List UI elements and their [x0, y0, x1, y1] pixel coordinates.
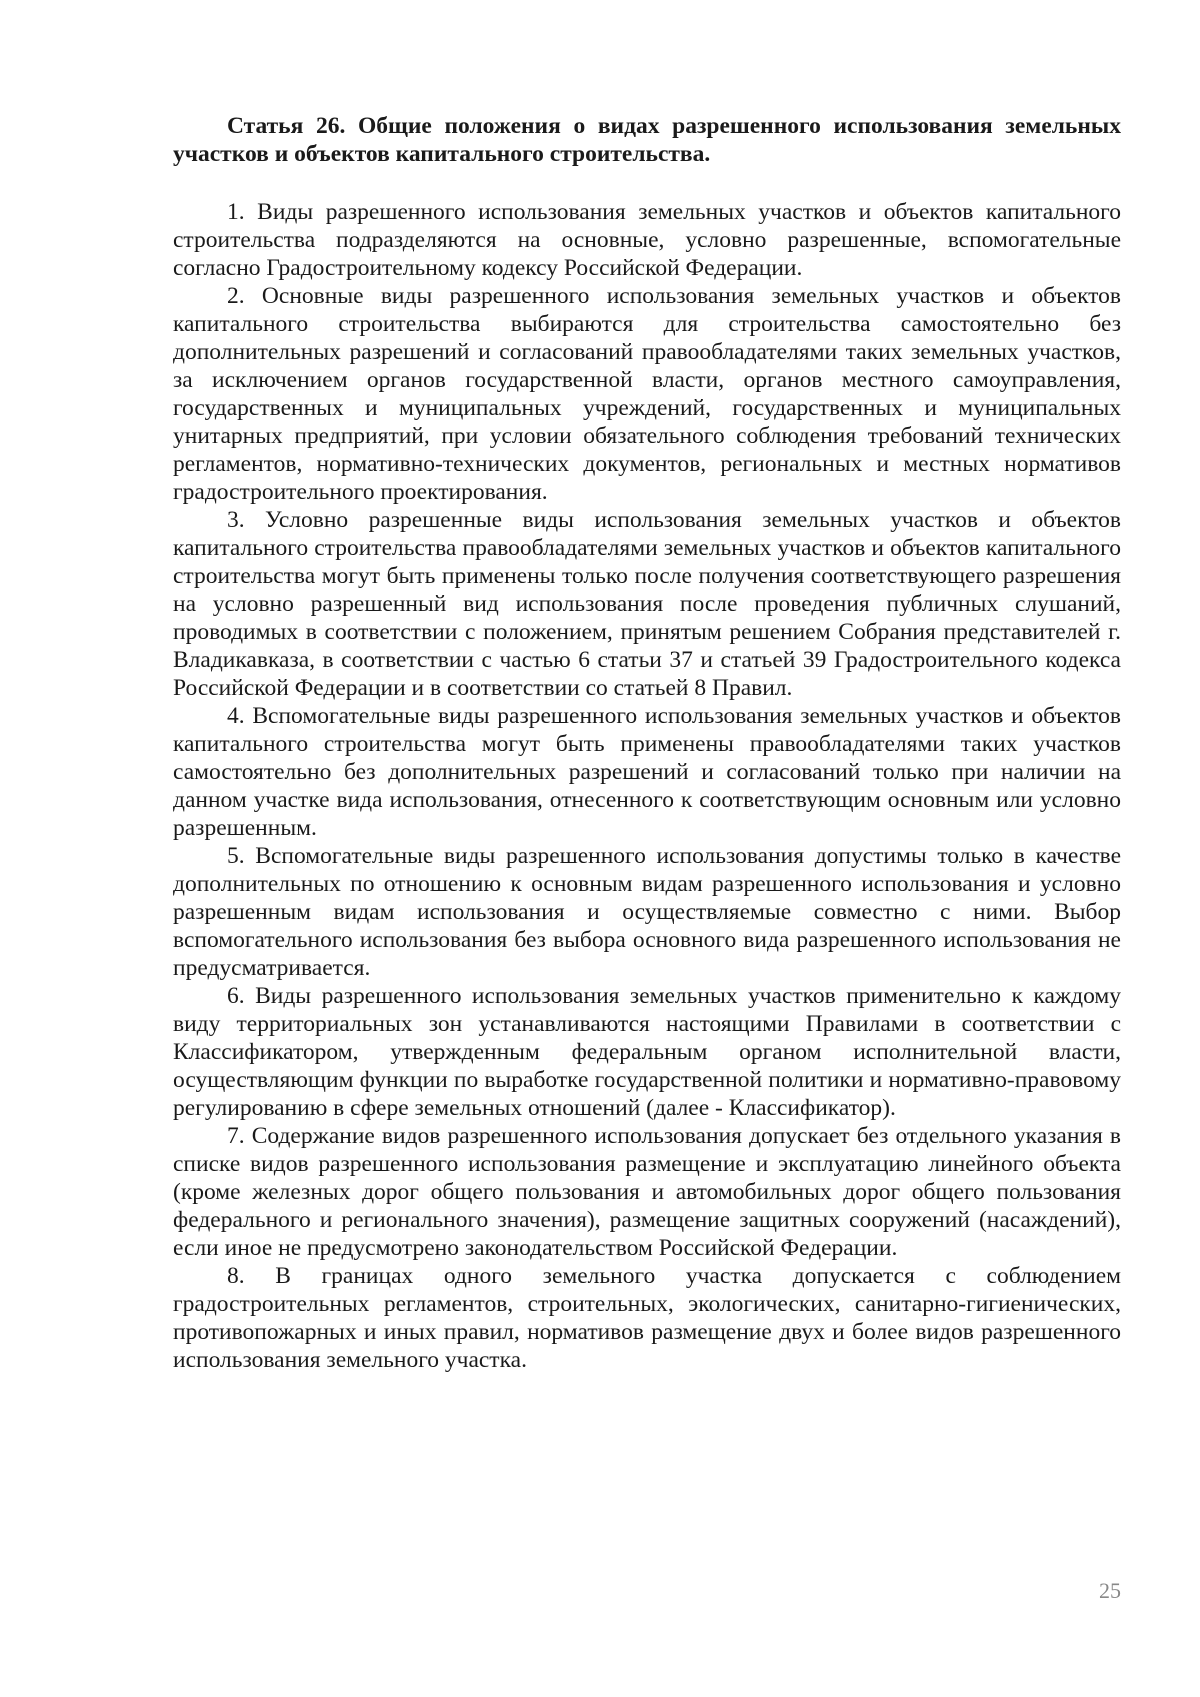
- document-page: [173, 112, 1121, 1374]
- paragraph-4: 4. Вспомогательные виды разрешенного использования земельных участков и объектов капитального строительства могут быть применены правообладателями таких участков самостоятельно без дополнительных разрешений и согласований только при наличии на данном участке вида использования, отнесенного к соответствующим основным или условно разрешенным.: [173, 703, 1121, 841]
- paragraph-8: 8. В границах одного земельного участка допускается с соблюдением градостроительных регламентов, строительных, экологических, санитарно-гигиенических, противопожарных и иных правил, нормативов размещение двух и более видов разрешенного использования земельного участка.: [173, 1263, 1121, 1373]
- paragraph-3: 3. Условно разрешенные виды использования земельных участков и объектов капитального строительства правообладателями земельных участков и объектов капитального строительства могут быть применены только после получения соответствующего разрешения на условно разрешенный вид использования после проведения публичных слушаний, проводимых в соответствии с положением, принятым решением Собрания представителей г. Владикавказа, в соответствии с частью 6 статьи 37 и статьей 39 Градостроительного кодекса Российской Федерации и в соответствии со статьей 8 Правил.: [173, 507, 1121, 701]
- paragraph-7: 7. Содержание видов разрешенного использования допускает без отдельного указания в списке видов разрешенного использования размещение и эксплуатацию линейного объекта (кроме железных дорог общего пользования и автомобильных дорог общего пользования федерального и регионального значения), размещение защитных сооружений (насаждений), если иное не предусмотрено законодательством Российской Федерации.: [173, 1123, 1121, 1261]
- article-title: Статья 26. Общие положения о видах разрешенного использования земельных участков и объектов капитального строительства.: [173, 113, 1121, 167]
- paragraph-6: 6. Виды разрешенного использования земельных участков применительно к каждому виду территориальных зон устанавливаются настоящими Правилами в соответствии с Классификатором, утвержденным федеральным органом исполнительной власти, осуществляющим функции по выработке государственной политики и нормативно-правовому регулированию в сфере земельных отношений (далее - Классификатор).: [173, 983, 1121, 1121]
- page-number: 25: [1099, 1578, 1121, 1603]
- paragraph-1: 1. Виды разрешенного использования земельных участков и объектов капитального строительства подразделяются на основные, условно разрешенные, вспомогательные согласно Градостроительному кодексу Российской Федерации.: [173, 199, 1121, 281]
- paragraph-2: 2. Основные виды разрешенного использования земельных участков и объектов капитального строительства выбираются для строительства самостоятельно без дополнительных разрешений и согласований правообладателями таких земельных участков, за исключением органов государственной власти, органов местного самоуправления, государственных и муниципальных учреждений, государственных и муниципальных унитарных предприятий, при условии обязательного соблюдения требований технических регламентов, нормативно-технических документов, региональных и местных нормативов градостроительного проектирования.: [173, 283, 1121, 505]
- paragraph-5: 5. Вспомогательные виды разрешенного использования допустимы только в качестве дополнительных по отношению к основным видам разрешенного использования и условно разрешенным видам использования и осуществляемые совместно с ними. Выбор вспомогательного использования без выбора основного вида разрешенного использования не предусматривается.: [173, 843, 1121, 981]
